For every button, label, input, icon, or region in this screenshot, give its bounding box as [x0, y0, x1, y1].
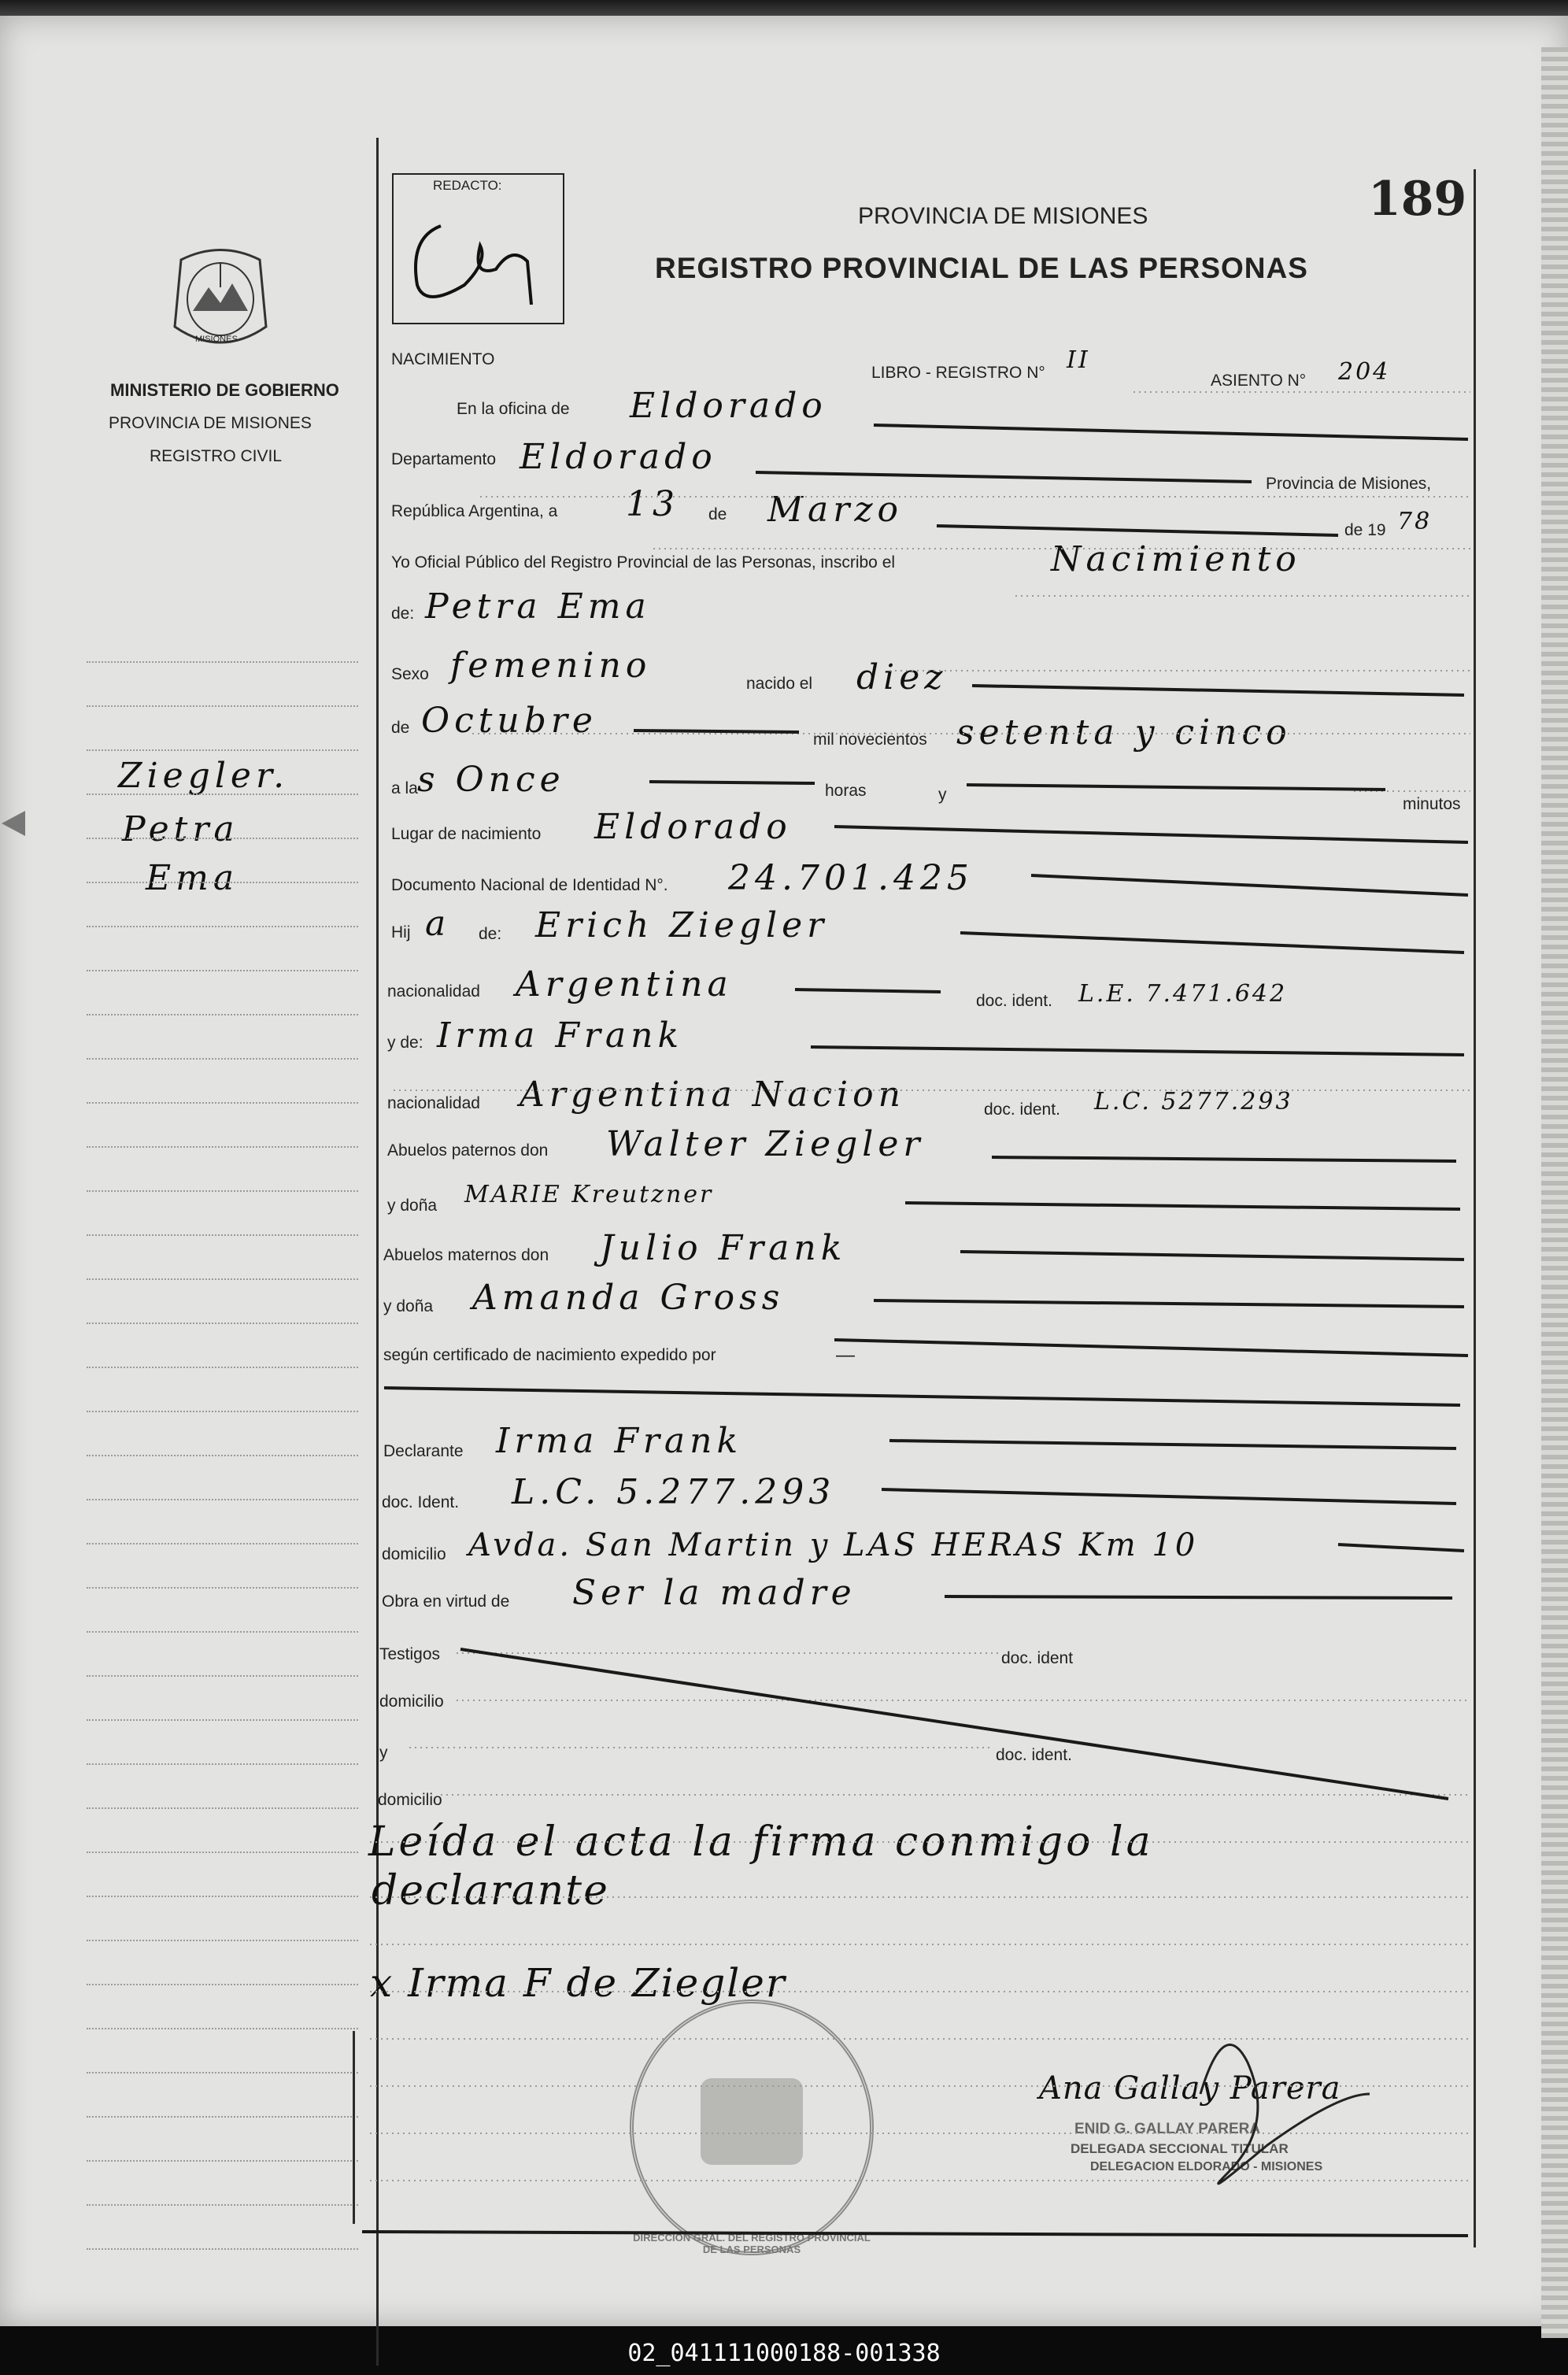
- declarante-label: Declarante: [383, 1442, 464, 1460]
- margin-rule: [87, 1896, 358, 1897]
- margin-rule: [87, 970, 358, 971]
- acto-value: Nacimiento: [1051, 539, 1301, 579]
- anio-nac-value: setenta y cinco: [956, 712, 1292, 753]
- docident2-label: doc. ident: [1001, 1649, 1074, 1667]
- margin-rule: [87, 1190, 358, 1192]
- asiento-label: ASIENTO N°: [1211, 372, 1307, 390]
- de2-label: de:: [391, 605, 415, 623]
- abuelos-mat-label: Abuelos maternos don: [383, 1246, 549, 1264]
- hora-value: s Once: [417, 760, 565, 800]
- y2-label: y: [379, 1744, 388, 1762]
- hijo-suffix: a: [425, 904, 451, 944]
- doc2-value: L.C. 5277.293: [1094, 1088, 1293, 1115]
- abuelo-pat-value: Walter Ziegler: [606, 1124, 925, 1164]
- abuela-pat-value: MARIE Kreutzner: [464, 1181, 714, 1208]
- margin-rule: [87, 1234, 358, 1236]
- seal-text: MISIONES: [195, 335, 238, 344]
- margin-rule: [87, 661, 358, 663]
- page-number: 189: [1368, 172, 1467, 227]
- anio-value: 78: [1397, 508, 1433, 535]
- asiento-value: 204: [1338, 358, 1391, 386]
- closing-line2: declarante: [372, 1867, 609, 1914]
- certificado-label: según certificado de nacimiento expedido por: [383, 1346, 716, 1364]
- redacto-label: REDACTO:: [433, 178, 502, 193]
- libro-value: II: [1067, 346, 1090, 374]
- margin-rule: [87, 1940, 358, 1941]
- domicilio-value: Avda. San Martin y LAS HERAS Km 10: [468, 1527, 1199, 1563]
- docident-label: doc. Ident.: [382, 1493, 460, 1511]
- section-label: NACIMIENTO: [391, 350, 495, 368]
- province-label: PROVINCIA DE MISIONES: [109, 414, 312, 432]
- province-header: PROVINCIA DE MISIONES: [858, 203, 1148, 229]
- margin-note-name2: Ema: [146, 858, 239, 898]
- margin-rule: [87, 2028, 358, 2029]
- registry-title: REGISTRO PROVINCIAL DE LAS PERSONAS: [655, 252, 1308, 284]
- minutos-label: minutos: [1403, 795, 1461, 813]
- margin-rule: [87, 1323, 358, 1324]
- domicilio-label: domicilio: [382, 1545, 446, 1563]
- register-page: [0, 16, 1568, 2326]
- scan-file-id: 02_041111000188-001338: [627, 2340, 941, 2367]
- round-seal-text: DIRECCION GRAL. DEL REGISTRO PROVINCIAL DE LAS PERSONAS: [633, 2232, 871, 2255]
- sexo-value: femenino: [450, 646, 652, 686]
- stamp-official-name: ENID G. GALLAY PARERA: [1074, 2121, 1261, 2137]
- abuela-mat-value: Amanda Gross: [472, 1278, 785, 1318]
- sexo-label: Sexo: [391, 665, 429, 683]
- closing-line1: Leída el acta la firma conmigo la: [368, 1818, 1154, 1866]
- margin-rule: [87, 2160, 358, 2162]
- margin-rule: [87, 882, 358, 883]
- horas-label: horas: [825, 782, 867, 800]
- de-label: de: [708, 505, 727, 523]
- mes-value: Marzo: [767, 490, 903, 530]
- round-seal: [630, 2000, 874, 2255]
- dona1-label: y doña: [387, 1197, 438, 1215]
- oficial-text: Yo Oficial Público del Registro Provincial de las Personas, inscribo el: [391, 553, 896, 572]
- margin-rule: [87, 1499, 358, 1500]
- margin-rule: [87, 2204, 358, 2206]
- declarante-signature: x Irma F de Ziegler: [370, 1960, 786, 2006]
- doc1-value: L.E. 7.471.642: [1078, 980, 1288, 1008]
- margin-rule: [87, 1146, 358, 1148]
- round-seal-center: [701, 2078, 803, 2165]
- certificado-value: —: [836, 1345, 855, 1366]
- margin-rule: [87, 749, 358, 751]
- docident3-label: doc. ident.: [996, 1746, 1072, 1764]
- dona2-label: y doña: [383, 1297, 434, 1315]
- y-label: y: [938, 786, 947, 804]
- margin-rule: [87, 1014, 358, 1015]
- nac2-label: nacionalidad: [387, 1094, 480, 1112]
- departamento-label: Departamento: [391, 450, 497, 468]
- doc1-label: doc. ident.: [976, 992, 1052, 1010]
- nacido-value: diez: [856, 657, 948, 697]
- margin-note-name1: Petra: [122, 809, 239, 849]
- stamp-official-office: DELEGACION ELDORADO - MISIONES: [1090, 2160, 1323, 2173]
- margin-rule: [87, 1102, 358, 1104]
- redacto-box: [392, 173, 564, 324]
- abuelos-pat-label: Abuelos paternos don: [387, 1141, 549, 1160]
- nac2-value: Argentina Nacion: [520, 1075, 905, 1115]
- libro-label: LIBRO - REGISTRO N°: [871, 364, 1045, 382]
- madre-value: Irma Frank: [437, 1015, 684, 1056]
- margin-rule: [87, 794, 358, 795]
- ministry-label: MINISTERIO DE GOBIERNO: [110, 380, 339, 400]
- margin-rule: [87, 2248, 358, 2250]
- de3-label: de: [391, 719, 410, 737]
- oficina-value: Eldorado: [630, 386, 827, 426]
- margin-rule: [87, 2072, 358, 2074]
- hijo-label: Hij: [391, 923, 411, 941]
- margin-rule: [87, 1763, 358, 1765]
- yde-label: y de:: [387, 1034, 423, 1052]
- stamp-official-title: DELEGADA SECCIONAL TITULAR: [1071, 2141, 1289, 2156]
- nac1-value: Argentina: [516, 964, 733, 1004]
- docident-value: L.C. 5.277.293: [512, 1472, 836, 1512]
- right-border: [1474, 169, 1476, 2247]
- obra-value: Ser la madre: [572, 1573, 856, 1613]
- margin-rule: [87, 1587, 358, 1589]
- domicilio2-label: domicilio: [379, 1692, 444, 1711]
- doc2-label: doc. ident.: [984, 1101, 1060, 1119]
- margin-rule: [87, 1455, 358, 1456]
- official-signature: Ana Gallay Parera: [1039, 2070, 1341, 2107]
- redacto-initials: [394, 175, 563, 323]
- margin-rule: [87, 926, 358, 927]
- lugar-label: Lugar de nacimiento: [391, 825, 542, 843]
- margin-rule: [87, 1852, 358, 1853]
- anio-prefix: de 19: [1344, 521, 1386, 539]
- abuelo-mat-value: Julio Frank: [600, 1228, 847, 1268]
- margin-rule: [87, 1543, 358, 1544]
- registry-label: REGISTRO CIVIL: [150, 447, 283, 465]
- left-border-inner: [353, 2031, 355, 2224]
- nacido-label: nacido el: [746, 675, 813, 693]
- margin-tab-marker: [2, 811, 25, 836]
- hijo-de-label: de:: [479, 925, 502, 943]
- dni-label: Documento Nacional de Identidad N°.: [391, 876, 668, 894]
- oficina-label: En la oficina de: [457, 400, 570, 418]
- margin-rule: [87, 1984, 358, 1985]
- margin-rule: [87, 1411, 358, 1412]
- margin-rule: [87, 1058, 358, 1060]
- margin-rule: [87, 1675, 358, 1677]
- obra-label: Obra en virtud de: [382, 1593, 510, 1611]
- margin-note-surname: Ziegler.: [118, 756, 290, 796]
- margin-rule: [87, 1719, 358, 1721]
- binding-edge: [1541, 47, 1568, 2338]
- margin-rule: [87, 2116, 358, 2118]
- alas-label: a la: [391, 779, 418, 797]
- dni-value: 24.701.425: [728, 858, 974, 898]
- margin-rule: [87, 1278, 358, 1280]
- mil-label: mil novecientos: [813, 731, 927, 749]
- margin-rule: [87, 705, 358, 707]
- declarante-value: Irma Frank: [496, 1421, 743, 1461]
- mes-nac-value: Octubre: [421, 701, 597, 741]
- margin-rule: [87, 838, 358, 839]
- left-border: [376, 138, 379, 2366]
- margin-rule: [87, 1631, 358, 1633]
- provincia-suffix: Provincia de Misiones,: [1266, 475, 1432, 493]
- padre-value: Erich Ziegler: [535, 905, 829, 945]
- testigos-label: Testigos: [379, 1645, 441, 1663]
- margin-rule: [87, 1367, 358, 1368]
- republica-label: República Argentina, a: [391, 502, 558, 520]
- domicilio3-label: domicilio: [378, 1791, 442, 1809]
- departamento-value: Eldorado: [520, 437, 717, 477]
- margin-rule: [87, 1807, 358, 1809]
- dia-value: 13: [626, 484, 679, 524]
- nombre-value: Petra Ema: [425, 586, 651, 627]
- nac1-label: nacionalidad: [387, 982, 480, 1001]
- lugar-value: Eldorado: [594, 807, 792, 847]
